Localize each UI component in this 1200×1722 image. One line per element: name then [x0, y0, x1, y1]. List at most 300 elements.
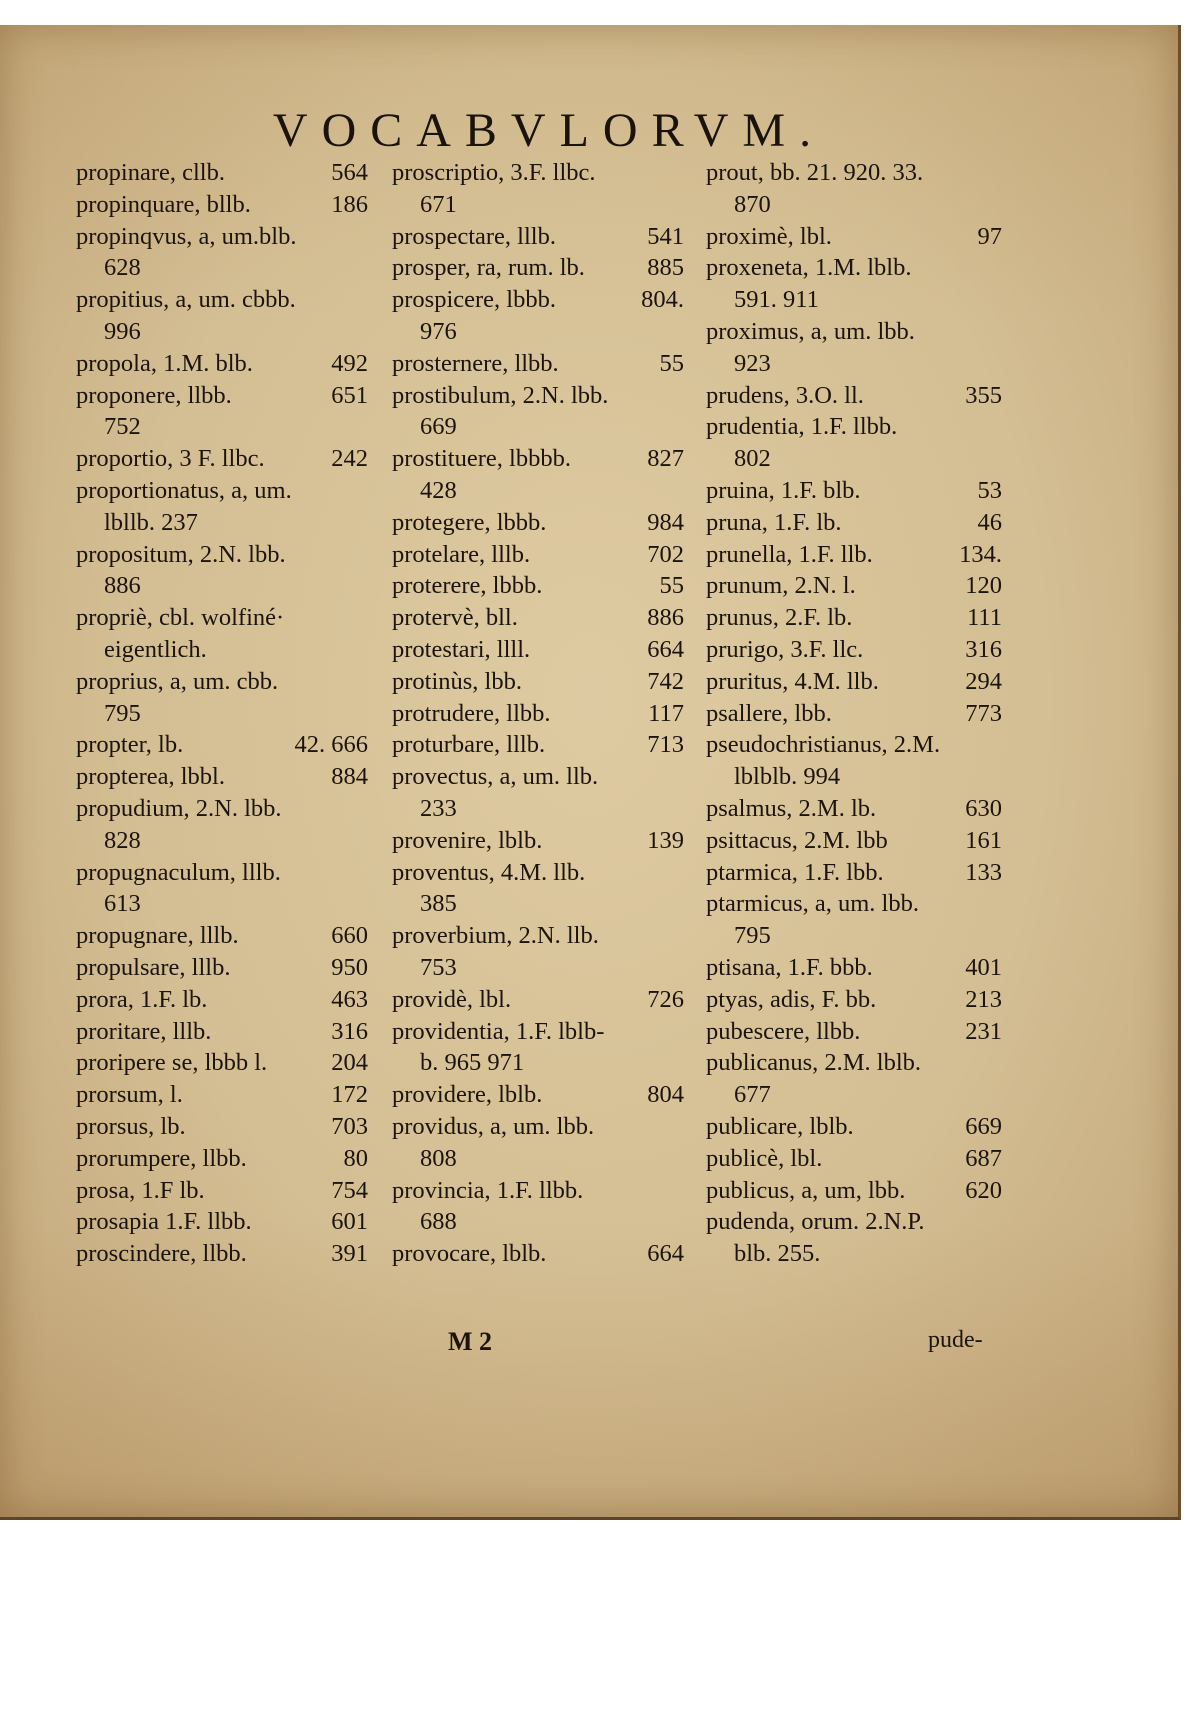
dictionary-entry [76, 952, 368, 984]
entry-word: provectus, a, um. llb. [392, 763, 599, 791]
entry-line [76, 348, 368, 380]
entry-word: pubescere, llbb. [706, 1017, 861, 1045]
entry-line [706, 221, 1002, 253]
entry-line [392, 857, 684, 889]
entry-page-number: 984 [647, 508, 684, 536]
entry-word: protestari, llll. [392, 635, 531, 663]
entry-page-number: 702 [647, 540, 684, 568]
entry-continuation: lbllb. 237 [104, 508, 198, 536]
entry-continuation: 677 [734, 1081, 771, 1109]
entry-word: protervè, bll. [392, 604, 518, 632]
column-3 [706, 157, 1002, 1270]
entry-line [392, 443, 684, 475]
dictionary-entry [706, 634, 1002, 666]
dictionary-entry [706, 1206, 1002, 1270]
dictionary-entry [76, 284, 368, 348]
entry-line [706, 1206, 1002, 1238]
dictionary-entry [706, 570, 1002, 602]
entry-line [392, 634, 684, 666]
entry-line [392, 984, 684, 1016]
entry-word: proverbium, 2.N. llb. [392, 922, 599, 950]
entry-line [392, 761, 684, 793]
entry-page-number: 742 [647, 667, 684, 695]
entry-word: propola, 1.M. blb. [76, 349, 253, 377]
dictionary-entry [76, 1079, 368, 1111]
dictionary-entry [392, 252, 684, 284]
entry-word: publicanus, 2.M. lblb. [706, 1049, 922, 1077]
entry-word: proritare, lllb. [76, 1017, 212, 1045]
entry-line [392, 252, 684, 284]
dictionary-entry [706, 475, 1002, 507]
dictionary-entry [706, 1111, 1002, 1143]
entry-continuation: 870 [734, 190, 771, 218]
entry-word: proterere, lbbb. [392, 572, 543, 600]
dictionary-entry [76, 1111, 368, 1143]
entry-page-number: 391 [331, 1240, 368, 1268]
entry-page-number: 804 [647, 1081, 684, 1109]
dictionary-entry [76, 666, 368, 730]
entry-word: prudentia, 1.F. llbb. [706, 413, 898, 441]
entry-page-number: 139 [647, 826, 684, 854]
entry-line [76, 984, 368, 1016]
entry-page-number: 630 [965, 794, 1002, 822]
entry-continuation: 591. 911 [734, 286, 819, 314]
entry-line [76, 602, 368, 634]
entry-line [76, 475, 368, 507]
entry-line [392, 539, 684, 571]
dictionary-entry [76, 857, 368, 921]
dictionary-entry [392, 348, 684, 380]
entry-line [706, 1175, 1002, 1207]
dictionary-entry [706, 888, 1002, 952]
entry-word: propugnaculum, lllb. [76, 858, 281, 886]
entry-line [392, 1079, 684, 1111]
entry-line [706, 1047, 1002, 1079]
entry-line [76, 1047, 368, 1079]
entry-word: proximè, lbl. [706, 222, 832, 250]
entry-line [706, 411, 1002, 443]
dictionary-entry [706, 1175, 1002, 1207]
dictionary-entry [706, 952, 1002, 984]
entry-line [76, 729, 368, 761]
entry-word: propugnare, lllb. [76, 922, 239, 950]
entry-page-number: 97 [977, 222, 1002, 250]
entry-word: prout, bb. 21. 920. 33. [706, 159, 924, 186]
entry-line [392, 1238, 684, 1270]
dictionary-entry [392, 984, 684, 1016]
entry-page-number: 120 [965, 572, 1002, 600]
dictionary-entry [76, 348, 368, 380]
entry-word: protegere, lbbb. [392, 508, 547, 536]
entry-word: proventus, 4.M. llb. [392, 858, 586, 886]
entry-word: proportio, 3 F. llbc. [76, 445, 265, 473]
dictionary-entry [76, 380, 368, 444]
dictionary-entry [76, 1016, 368, 1048]
dictionary-entry [392, 507, 684, 539]
dictionary-entry [76, 157, 368, 189]
dictionary-entry [392, 1175, 684, 1239]
dictionary-entry [706, 857, 1002, 889]
dictionary-entry [392, 920, 684, 984]
entry-page-number: 80 [343, 1144, 368, 1172]
entry-word: propulsare, lllb. [76, 953, 231, 981]
entry-page-number: 294 [965, 667, 1002, 695]
entry-continuation: 428 [420, 476, 457, 504]
entry-word: proximus, a, um. lbb. [706, 317, 915, 345]
dictionary-entry [706, 539, 1002, 571]
dictionary-entry [76, 1175, 368, 1207]
entry-line [706, 475, 1002, 507]
watermark-right: STRAHOV [860, 1672, 1139, 1721]
dictionary-entry [76, 1206, 368, 1238]
entry-continuation: 385 [420, 890, 457, 918]
book-page [0, 25, 1181, 1520]
dictionary-entry [392, 698, 684, 730]
entry-line [76, 1016, 368, 1048]
dictionary-entry [706, 1016, 1002, 1048]
entry-word: providentia, 1.F. lblb- [392, 1017, 605, 1045]
entry-word: pruina, 1.F. blb. [706, 476, 861, 504]
entry-page-number: 687 [965, 1144, 1002, 1172]
dictionary-entry [706, 316, 1002, 380]
entry-page-number: 231 [965, 1017, 1002, 1045]
entry-word: proponere, llbb. [76, 381, 232, 409]
entry-word: prorsum, l. [76, 1081, 183, 1109]
entry-word: psittacus, 2.M. lbb [706, 826, 888, 854]
entry-line [76, 380, 368, 412]
entry-word: pseudochristianus, 2.M. [706, 731, 941, 759]
entry-page-number: 213 [965, 985, 1002, 1013]
entry-word: prora, 1.F. lb. [76, 985, 208, 1013]
entry-page-number: 601 [331, 1208, 368, 1236]
entry-page-number: 401 [965, 953, 1002, 981]
dictionary-entry [706, 411, 1002, 475]
entry-word: prurigo, 3.F. llc. [706, 635, 864, 663]
entry-line [76, 1079, 368, 1111]
dictionary-entry [76, 984, 368, 1016]
entry-page-number: 726 [647, 985, 684, 1013]
entry-word: propositum, 2.N. lbb. [76, 540, 286, 568]
entry-line [392, 666, 684, 698]
entry-line [392, 284, 684, 316]
entry-word: pudenda, orum. 2.N.P. [706, 1208, 925, 1236]
entry-line [706, 888, 1002, 920]
entry-line [706, 857, 1002, 889]
entry-word: propinare, cllb. [76, 159, 225, 186]
entry-page-number: 242 [331, 445, 368, 473]
entry-word: propinqvus, a, um.blb. [76, 222, 297, 250]
dictionary-entry [392, 1111, 684, 1175]
dictionary-entry [392, 602, 684, 634]
dictionary-entry [76, 539, 368, 603]
entry-word: providus, a, um. lbb. [392, 1112, 595, 1140]
entry-page-number: 804. [641, 286, 684, 314]
dictionary-entry [706, 1047, 1002, 1111]
entry-page-number: 664 [647, 1240, 684, 1268]
watermark-left: STRAHOV [200, 1672, 479, 1721]
entry-line [392, 825, 684, 857]
dictionary-entry [392, 1238, 684, 1270]
dictionary-entry [76, 221, 368, 285]
entry-line [706, 157, 1002, 189]
dictionary-entry [76, 729, 368, 761]
entry-line [76, 857, 368, 889]
dictionary-entry [706, 1143, 1002, 1175]
entry-word: proturbare, lllb. [392, 731, 546, 759]
dictionary-entry [706, 698, 1002, 730]
entry-word: proscriptio, 3.F. llbc. [392, 159, 596, 186]
entry-word: prosapia 1.F. llbb. [76, 1208, 252, 1236]
entry-continuation: 628 [104, 254, 141, 282]
entry-continuation: 808 [420, 1144, 457, 1172]
entry-page-number: 55 [659, 572, 684, 600]
entry-line [76, 443, 368, 475]
entry-line [706, 507, 1002, 539]
entry-word: propter, lb. [76, 731, 184, 759]
dictionary-entry [76, 602, 368, 666]
entry-line [392, 920, 684, 952]
entry-line [392, 698, 684, 730]
entry-page-number: 754 [331, 1176, 368, 1204]
entry-continuation: 688 [420, 1208, 457, 1236]
entry-word: publicè, lbl. [706, 1144, 823, 1172]
entry-continuation: 976 [420, 317, 457, 345]
entry-page-number: 827 [647, 445, 684, 473]
dictionary-entry [76, 443, 368, 475]
entry-word: pruritus, 4.M. llb. [706, 667, 879, 695]
entry-word: proprius, a, um. cbb. [76, 667, 279, 695]
entry-word: psallere, lbb. [706, 699, 832, 727]
dictionary-entry [706, 380, 1002, 412]
entry-page-number: 660 [331, 922, 368, 950]
entry-word: provocare, lblb. [392, 1240, 547, 1268]
column-1 [76, 157, 368, 1270]
entry-continuation: b. 965 971 [420, 1049, 525, 1077]
entry-word: prorumpere, llbb. [76, 1144, 247, 1172]
entry-line [392, 729, 684, 761]
dictionary-entry [392, 729, 684, 761]
entry-word: ptarmica, 1.F. lbb. [706, 858, 884, 886]
entry-page-number: 950 [331, 953, 368, 981]
entry-word: protinùs, lbb. [392, 667, 522, 695]
dictionary-entry [392, 1016, 684, 1080]
entry-word: providè, lbl. [392, 985, 512, 1013]
entry-continuation: 923 [734, 349, 771, 377]
entry-line [392, 221, 684, 253]
entry-line [706, 252, 1002, 284]
dictionary-entry [76, 793, 368, 857]
entry-word: prosper, ra, rum. lb. [392, 254, 585, 282]
dictionary-entry [76, 1238, 368, 1270]
entry-word: ptisana, 1.F. bbb. [706, 953, 873, 981]
entry-page-number: 134. [959, 540, 1002, 568]
entry-page-number: 703 [331, 1112, 368, 1140]
entry-word: providere, lblb. [392, 1081, 543, 1109]
entry-line [706, 825, 1002, 857]
entry-page-number: 541 [647, 222, 684, 250]
entry-page-number: 620 [965, 1176, 1002, 1204]
entry-line [76, 189, 368, 221]
dictionary-entry [76, 920, 368, 952]
entry-word: provincia, 1.F. llbb. [392, 1176, 584, 1204]
entry-line [706, 634, 1002, 666]
entry-page-number: 316 [965, 635, 1002, 663]
entry-page-number: 133 [965, 858, 1002, 886]
entry-line [392, 1016, 684, 1048]
dictionary-entry [76, 189, 368, 221]
entry-page-number: 355 [965, 381, 1002, 409]
entry-continuation: 613 [104, 890, 141, 918]
entry-page-number: 46 [977, 508, 1002, 536]
dictionary-entry [706, 825, 1002, 857]
entry-line [706, 1111, 1002, 1143]
entry-word: pruna, 1.F. lb. [706, 508, 842, 536]
entry-continuation: 753 [420, 953, 457, 981]
entry-continuation: 233 [420, 794, 457, 822]
entry-page-number: 669 [965, 1112, 1002, 1140]
entry-page-number: 492 [331, 349, 368, 377]
entry-continuation: 996 [104, 317, 141, 345]
entry-line [76, 1111, 368, 1143]
entry-line [706, 1143, 1002, 1175]
entry-continuation: 886 [104, 572, 141, 600]
dictionary-entry [706, 602, 1002, 634]
entry-page-number: 204 [331, 1049, 368, 1077]
entry-word: proportionatus, a, um. [76, 476, 292, 504]
entry-line [76, 221, 368, 253]
dictionary-entry [706, 984, 1002, 1016]
entry-page-number: 713 [647, 731, 684, 759]
entry-word: proripere se, lbbb l. [76, 1049, 268, 1077]
dictionary-entry [76, 1047, 368, 1079]
entry-word: propinquare, bllb. [76, 190, 251, 218]
entry-word: protelare, lllb. [392, 540, 531, 568]
entry-word: ptyas, adis, F. bb. [706, 985, 877, 1013]
entry-line [706, 602, 1002, 634]
entry-word: provenire, lblb. [392, 826, 543, 854]
dictionary-entry [706, 666, 1002, 698]
dictionary-entry [392, 284, 684, 348]
entry-word: prudens, 3.O. ll. [706, 381, 864, 409]
entry-continuation: 795 [104, 699, 141, 727]
entry-line [76, 793, 368, 825]
entry-line [706, 952, 1002, 984]
entry-page-number: 111 [967, 604, 1002, 632]
entry-line [706, 539, 1002, 571]
dictionary-entry [706, 157, 1002, 221]
entry-line [706, 1016, 1002, 1048]
entry-word: publicare, lblb. [706, 1112, 854, 1140]
entry-line [392, 380, 684, 412]
entry-page-number: 564 [331, 159, 368, 186]
entry-page-number: 885 [647, 254, 684, 282]
entry-word: prostituere, lbbbb. [392, 445, 571, 473]
entry-continuation: 671 [420, 190, 457, 218]
entry-page-number: 886 [647, 604, 684, 632]
entry-line [392, 1175, 684, 1207]
page-header: VOCABVLORVM. [272, 104, 826, 157]
entry-line [392, 602, 684, 634]
entry-continuation: 795 [734, 922, 771, 950]
dictionary-entry [392, 634, 684, 666]
column-2 [392, 157, 684, 1270]
entry-line [706, 570, 1002, 602]
entry-line [76, 920, 368, 952]
signature-mark: M 2 [448, 1327, 493, 1356]
dictionary-entry [392, 443, 684, 507]
entry-word: propitius, a, um. cbbb. [76, 286, 296, 314]
entry-line [706, 380, 1002, 412]
entry-line [392, 1111, 684, 1143]
catchword: pude- [928, 1327, 983, 1353]
entry-line [76, 1206, 368, 1238]
entry-continuation: lblblb. 994 [734, 763, 841, 791]
entry-word: prostibulum, 2.N. lbb. [392, 381, 609, 409]
entry-line [706, 984, 1002, 1016]
dictionary-entry [392, 825, 684, 857]
dictionary-entry [392, 666, 684, 698]
dictionary-entry [392, 570, 684, 602]
entry-page-number: 651 [331, 381, 368, 409]
entry-word: prosa, 1.F lb. [76, 1176, 205, 1204]
dictionary-entry [392, 539, 684, 571]
entry-page-number: 664 [647, 635, 684, 663]
entry-line [706, 666, 1002, 698]
entry-line [76, 539, 368, 571]
entry-continuation: 828 [104, 826, 141, 854]
entry-continuation: 669 [420, 413, 457, 441]
dictionary-entry [706, 793, 1002, 825]
dictionary-entry [706, 507, 1002, 539]
entry-continuation: 752 [104, 413, 141, 441]
dictionary-entry [706, 252, 1002, 316]
entry-continuation: 802 [734, 445, 771, 473]
entry-word: prorsus, lb. [76, 1112, 186, 1140]
entry-page-number: 161 [965, 826, 1002, 854]
entry-continuation: blb. 255. [734, 1240, 821, 1268]
entry-line [706, 729, 1002, 761]
entry-line [76, 157, 368, 189]
entry-word: propterea, lbbl. [76, 763, 225, 791]
entry-page-number: 773 [965, 699, 1002, 727]
entry-continuation: eigentlich. [104, 635, 207, 663]
entry-line [392, 570, 684, 602]
dictionary-entry [392, 380, 684, 444]
entry-line [76, 284, 368, 316]
entry-word: propudium, 2.N. lbb. [76, 794, 282, 822]
entry-page-number: 55 [659, 349, 684, 377]
entry-page-number: 186 [331, 190, 368, 218]
entry-page-number: 463 [331, 985, 368, 1013]
entry-line [76, 1238, 368, 1270]
entry-word: prunum, 2.N. l. [706, 572, 856, 600]
entry-word: prunella, 1.F. llb. [706, 540, 873, 568]
dictionary-entry [706, 221, 1002, 253]
dictionary-entry [392, 221, 684, 253]
entry-line [76, 1175, 368, 1207]
entry-page-number: 117 [648, 699, 684, 727]
entry-word: prosternere, llbb. [392, 349, 559, 377]
entry-line [76, 1143, 368, 1175]
entry-line [392, 157, 684, 189]
entry-word: prospicere, lbbb. [392, 286, 556, 314]
entry-line [392, 507, 684, 539]
entry-word: ptarmicus, a, um. lbb. [706, 890, 919, 918]
entry-word: proscindere, llbb. [76, 1240, 247, 1268]
entry-line [706, 793, 1002, 825]
dictionary-entry [392, 761, 684, 825]
entry-page-number: 53 [977, 476, 1002, 504]
